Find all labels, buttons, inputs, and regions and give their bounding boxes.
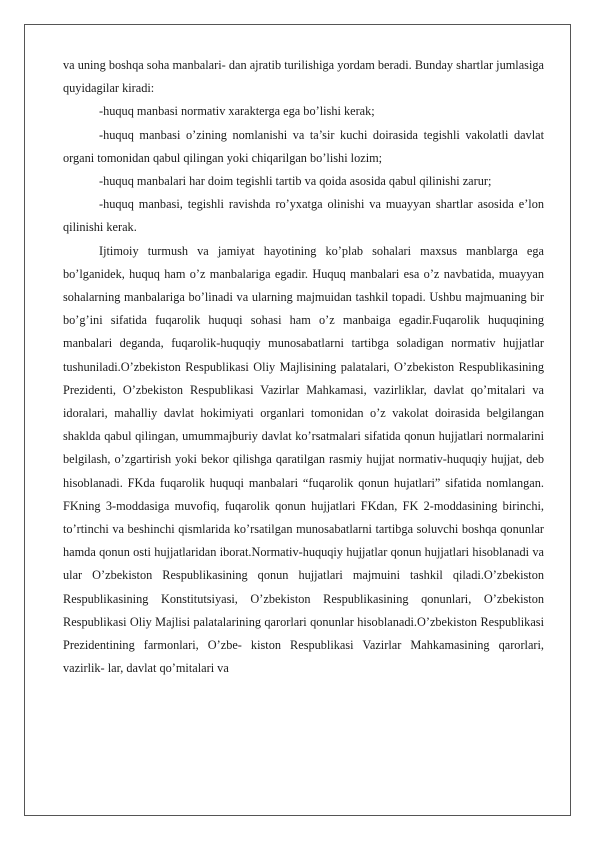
paragraph-intro: va uning boshqa soha manbalari- dan ajratib turilishiga yordam beradi. Bunday shartlar jumlasiga quyidagilar kiradi: bbox=[63, 58, 544, 96]
paragraph-main: Ijtimoiy turmush va jamiyat hayotining ko’plab sohalari maxsus manblarga ega bo’lganidek, huquq ham o’z manbalariga egadir. Huquq manbalari esa o’z navbatida, muayyan sohalarning manbalariga bo’linadi va ularning majmuidan tashkil topadi. Ushbu majmuaning bir bo’g’ini sifatida fuqarolik huquqi sohasi ham o’z manbaiga egadir.Fuqarolik huquqining manbalari deganda, fuqarolik-huquqiy munosabatlarni tartibga soladigan normativ hujjatlar tushuniladi.O’zbekiston Respublikasi Oliy Majlisining palatalari, O’zbekiston Respublikasining Prezidenti, O’zbekiston Respublikasi Vazirlar Mahkamasi, vazirliklar, davlat qo’mitalari va idoralari, mahalliy davlat hokimiyati organlari tomonidan o’z vakolat doirasida belgilangan shaklda qabul qilingan, umummajburiy davlat ko’rsatmalari sifatida qonun hujjatlari normalarini belgilash, o’zgartirish yoki bekor qilishga qaratilgan rasmiy hujjat normativ-huquqiy hujjat, deb hisoblanadi. FKda fuqarolik huquqi manbalari “fuqarolik qonun hujatlari” sifatida nomlangan. FKning 3-moddasiga muvofiq, fuqarolik qonun hujjatlari FKdan, FK 2-moddasining birinchi, to’rtinchi va beshinchi qismlarida ko’rsatilgan munosabatlarni tartibga soluvchi boshqa qonunlar hamda qonun osti hujjatlaridan iborat.Normativ-huquqiy hujjatlar qonun hujjatlari hisoblanadi va ular O’zbekiston Respublikasining qonun hujjatlari majmuini tashkil qiladi.O’zbekiston Respublikasining Konstitutsiyasi, O’zbekiston Respublikasining qonunlari, O’zbekiston Respublikasi Oliy Majlisi palatalarining qarorlari qonunlar hisoblanadi.O’zbekiston Respublikasi Prezidentining farmonlari, O’zbe- kiston Respublikasi Vazirlar Mahkamasining qarorlari, vazirlik- lar, davlat qo’mitalari va bbox=[63, 243, 544, 676]
document-body bbox=[63, 54, 544, 680]
list-item-registration: -huquq manbasi, tegishli ravishda ro’yxatga olinishi va muayyan shartlar asosida e’lon qilinishi kerak. bbox=[63, 197, 544, 235]
list-item-authority: -huquq manbasi o’zining nomlanishi va ta’sir kuchi doirasida tegishli vakolatli davlat organi tomonidan qabul qilingan yoki chiqarilgan bo’lishi lozim; bbox=[63, 127, 544, 165]
list-item-procedure: -huquq manbalari har doim tegishli tartib va qoida asosida qabul qilinishi zarur; bbox=[99, 174, 492, 189]
list-item-normative: -huquq manbasi normativ xarakterga ega bo’lishi kerak; bbox=[99, 104, 375, 119]
